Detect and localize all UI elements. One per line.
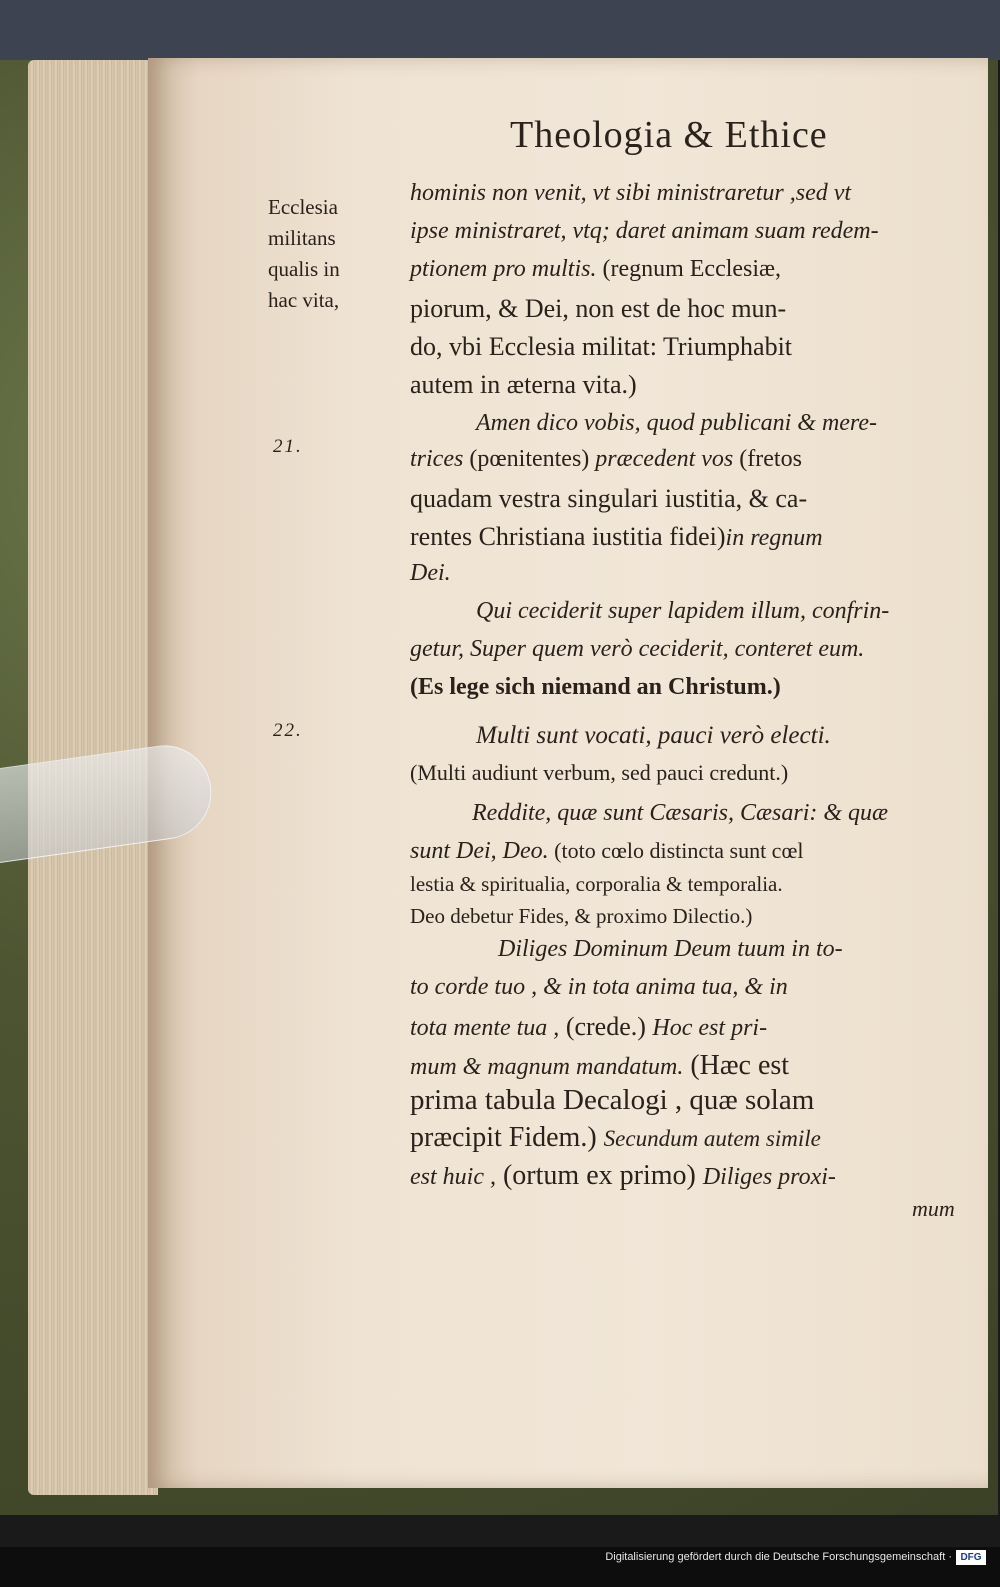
text-line: Qui ceciderit super lapidem illum, confrin-: [476, 598, 890, 624]
background-top: [0, 0, 1000, 60]
text-line: prima tabula Decalogi , quæ solam: [410, 1084, 815, 1116]
marginal-note-line: militans: [268, 226, 336, 250]
text-line: (Multi audiunt verbum, sed pauci credunt.): [410, 760, 789, 785]
dfg-logo: DFG: [956, 1550, 986, 1565]
text-line: lestia & spiritualia, corporalia & temporalia.: [410, 872, 783, 896]
text-line: ipse ministraret, vtq; daret animam suam redem-: [410, 218, 879, 244]
running-head: Theologia & Ethice: [510, 114, 828, 156]
text-line: getur, Super quem verò ceciderit, conteret eum.: [410, 636, 865, 662]
marginal-note-line: Ecclesia: [268, 195, 338, 219]
text-line: est huic , (ortum ex primo) Diliges proxi-: [410, 1160, 836, 1191]
marginal-note: [268, 192, 398, 316]
verse-number: 22.: [273, 720, 303, 741]
text-line: piorum, & Dei, non est de hoc mun-: [410, 294, 787, 323]
text-line: autem in æterna vita.): [410, 370, 637, 399]
text-line: Deo debetur Fides, & proximo Dilectio.): [410, 904, 753, 928]
text-line: (Es lege sich niemand an Christum.): [410, 674, 781, 700]
catchword: mum: [912, 1196, 955, 1221]
verse-number: 21.: [273, 436, 303, 457]
text-line: tota mente tua , (crede.) Hoc est pri-: [410, 1012, 768, 1041]
marginal-note-line: qualis in: [268, 257, 340, 281]
text-line: to corde tuo , & in tota anima tua, & in: [410, 974, 788, 1000]
text-line: Reddite, quæ sunt Cæsaris, Cæsari: & quæ: [472, 800, 889, 826]
marginal-note-line: hac vita,: [268, 288, 340, 312]
text-line: do, vbi Ecclesia militat: Triumphabit: [410, 332, 793, 361]
text-line: mum & magnum mandatum. (Hæc est: [410, 1050, 790, 1081]
text-line: sunt Dei, Deo. (toto cœlo distincta sunt cœl: [410, 838, 804, 864]
footer-credit: Digitalisierung gefördert durch die Deutsche Forschungsgemeinschaft ·: [605, 1551, 952, 1563]
text-line: trices (pœnitentes) præcedent vos (fretos: [410, 446, 802, 472]
text-line: rentes Christiana iustitia fidei)in regnum: [410, 522, 823, 551]
text-line: Diliges Dominum Deum tuum in to-: [498, 936, 843, 962]
text-line: Multi sunt vocati, pauci verò electi.: [476, 722, 831, 749]
text-line: præcipit Fidem.) Secundum autem simile: [410, 1122, 821, 1153]
text-line: hominis non venit, vt sibi ministraretur ,sed vt: [410, 180, 852, 206]
text-line: Dei.: [410, 560, 451, 586]
text-line: Amen dico vobis, quod publicani & mere-: [476, 410, 878, 436]
text-line: ptionem pro multis. (regnum Ecclesiæ,: [410, 256, 782, 282]
text-line: quadam vestra singulari iustitia, & ca-: [410, 484, 808, 513]
